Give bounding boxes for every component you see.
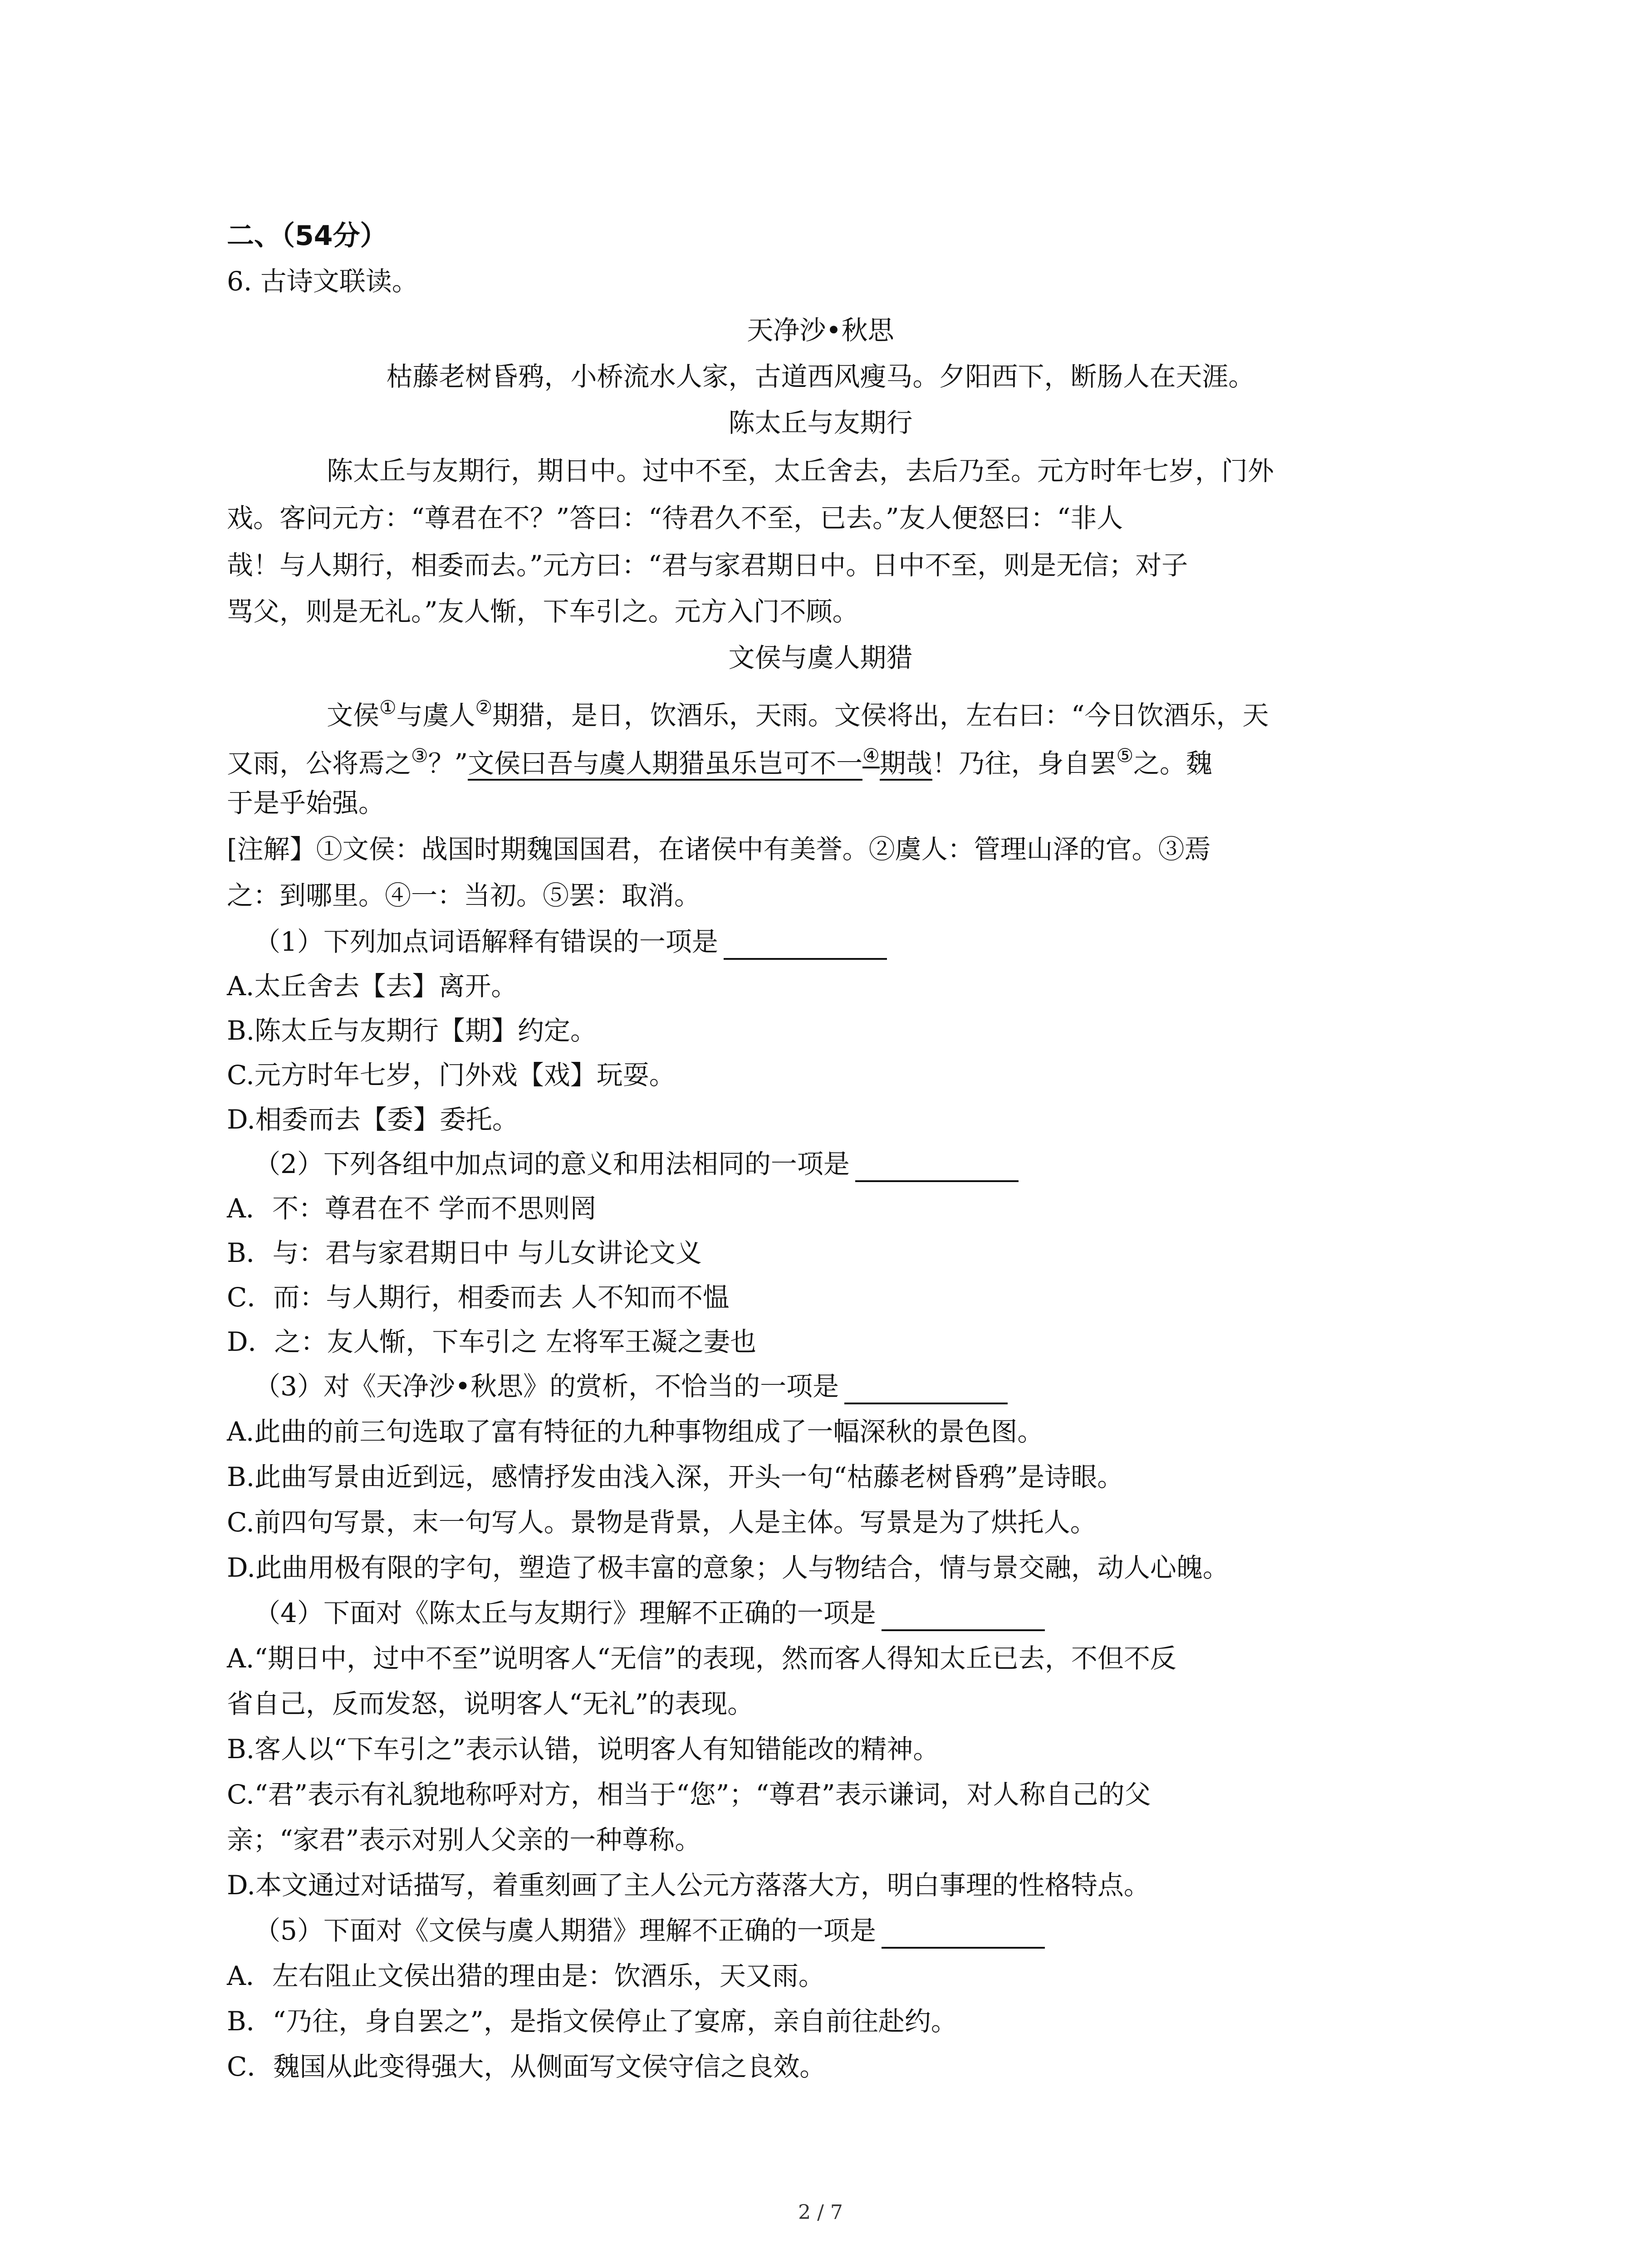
answer-blank[interactable] [724, 932, 887, 960]
option: A．左右阻止文侯出猎的理由是：饮酒乐，天又雨。 [227, 1960, 825, 1991]
option: B.客人以“下车引之”表示认错，说明客人有知错能改的精神。 [227, 1734, 940, 1765]
option: B．“乃往，身自罢之”，是指文侯停止了宴席，亲自前往赴约。 [227, 2006, 957, 2037]
text-run: ？” [428, 748, 468, 779]
passage1-line: 陈太丘与友期行，期日中。过中不至，太丘舍去，去后乃至。元方时年七岁，门外 [327, 455, 1274, 486]
text-run: 又雨，公将焉之 [227, 748, 411, 779]
answer-blank[interactable] [855, 1154, 1019, 1182]
option: A.太丘舍去【去】离开。 [227, 971, 518, 1002]
footnote-marker: ⑤ [1116, 744, 1134, 767]
text-run: 之。魏 [1133, 748, 1213, 779]
notes-line: [注解】①文侯：战国时期魏国国君，在诸侯中有美誉。②虞人：管理山泽的官。③焉 [227, 834, 1211, 865]
underlined-sentence: 文侯曰吾与虞人期猎虽乐岂可不一 [468, 748, 862, 781]
option: A.“期日中，过中不至”说明客人“无信”的表现，然而客人得知太丘已去，不但不反 [227, 1643, 1176, 1674]
option: C．魏国从此变得强大，从侧面写文侯守信之良效。 [227, 2051, 826, 2082]
passage1-title: 陈太丘与友期行 [728, 407, 913, 438]
option: A.此曲的前三句选取了富有特征的九种事物组成了一幅深秋的景色图。 [227, 1416, 1044, 1447]
answer-blank[interactable] [882, 1603, 1045, 1631]
passage2-line: 于是乎始强。 [227, 787, 385, 818]
option: 亲；“家君”表示对别人父亲的一种尊称。 [227, 1824, 701, 1855]
passage2-line [227, 738, 1212, 782]
option: 省自己，反而发怒，说明客人“无礼”的表现。 [227, 1688, 754, 1719]
option: C.“君”表示有礼貌地称呼对方，相当于“您”；“尊君”表示谦词，对人称自己的父 [227, 1779, 1151, 1810]
option: A．不：尊君在不 学而不思则罔 [227, 1193, 597, 1224]
section-heading: 二、（54分） [227, 220, 387, 252]
option: D.此曲用极有限的字句，塑造了极丰富的意象；人与物结合，情与景交融，动人心魄。 [227, 1552, 1229, 1583]
option: C．而：与人期行，相委而去 人不知而不愠 [227, 1282, 729, 1313]
stem-text: （2）下列各组中加点词的意义和用法相同的一项是 [254, 1149, 850, 1179]
subquestion-stem [254, 1912, 1045, 1949]
answer-blank[interactable] [844, 1376, 1008, 1404]
option: D.本文通过对话描写，着重刻画了主人公元方落落大方，明白事理的性格特点。 [227, 1870, 1150, 1901]
passage1-line: 戏。客问元方：“尊君在不？”答曰：“待君久不至，已去。”友人便怒曰：“非人 [227, 503, 1123, 533]
answer-blank[interactable] [882, 1921, 1045, 1949]
subquestion-stem [254, 1595, 1045, 1631]
passage2-title: 文侯与虞人期猎 [728, 642, 913, 673]
passage1-line: 骂父，则是无礼。”友人惭，下车引之。元方入门不顾。 [227, 596, 859, 627]
stem-text: （5）下面对《文侯与虞人期猎》理解不正确的一项是 [254, 1915, 876, 1946]
option: C.元方时年七岁，门外戏【戏】玩耍。 [227, 1060, 676, 1090]
poem-title: 天净沙•秋思 [747, 315, 894, 346]
footnote-marker: ④ [862, 744, 879, 768]
footnote-marker: ① [379, 696, 397, 719]
text-run: 与虞人 [396, 699, 475, 731]
passage1-line: 哉！与人期行，相委而去。”元方曰：“君与家君期日中。日中不至，则是无信；对子 [227, 550, 1188, 581]
question-title: 6. 古诗文联读。 [227, 266, 418, 297]
underlined-sentence: 期哉 [880, 748, 932, 781]
text-run: 文侯 [327, 699, 380, 731]
option: B.此曲写景由近到远，感情抒发由浅入深，开头一句“枯藤老树昏鸦”是诗眼。 [227, 1461, 1124, 1492]
option: B.陈太丘与友期行【期】约定。 [227, 1015, 597, 1046]
option: C.前四句写景，末一句写人。景物是背景，人是主体。写景是为了烘托人。 [227, 1507, 1097, 1538]
text-run: ！乃往，身自罢 [932, 748, 1117, 779]
poem-line: 枯藤老树昏鸦，小桥流水人家，古道西风瘦马。夕阳西下，断肠人在天涯。 [386, 361, 1255, 392]
option: D．之：友人惭，下车引之 左将军王凝之妻也 [227, 1326, 756, 1357]
passage2-line [327, 689, 1269, 733]
page-number: 2 / 7 [798, 2201, 843, 2224]
text-run: 期猎，是日，饮酒乐，天雨。文侯将出，左右曰：“今日饮酒乐，天 [492, 699, 1269, 731]
stem-text: （1）下列加点词语解释有错误的一项是 [254, 926, 718, 957]
notes-line: 之：到哪里。④一：当初。⑤罢：取消。 [227, 880, 701, 911]
option: B．与：君与家君期日中 与儿女讲论文义 [227, 1237, 702, 1268]
footnote-marker: ② [475, 696, 492, 719]
subquestion-stem [254, 1146, 1019, 1182]
subquestion-stem [254, 924, 887, 960]
stem-text: （4）下面对《陈太丘与友期行》理解不正确的一项是 [254, 1598, 876, 1628]
stem-text: （3）对《天净沙•秋思》的赏析，不恰当的一项是 [254, 1371, 839, 1402]
subquestion-stem [254, 1368, 1008, 1404]
option: D.相委而去【委】委托。 [227, 1104, 519, 1135]
footnote-marker: ③ [411, 744, 428, 767]
